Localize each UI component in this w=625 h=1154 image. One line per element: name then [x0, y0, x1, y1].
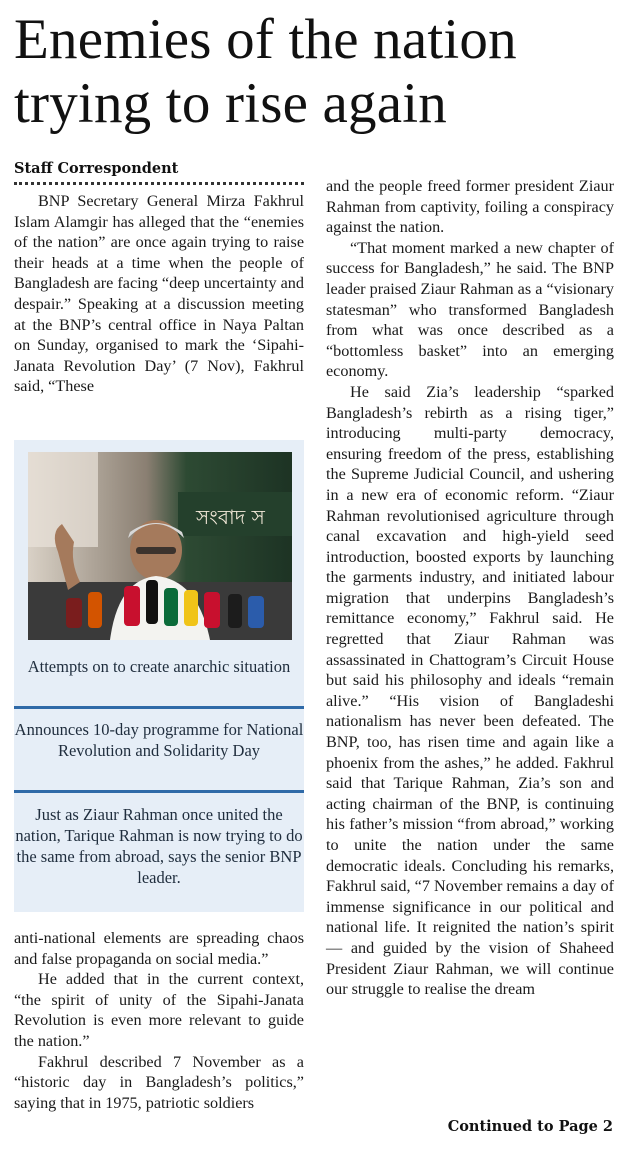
left-column	[14, 160, 304, 397]
article-paragraph: “That moment marked a new chapter of success for Bangladesh,” he said. The BNP leader praised Ziaur Rahman as a “visionary statesman” who transformed Bangladesh from what was once described as a “bottomless basket” into an emerging economy.	[326, 238, 614, 381]
article-paragraph: He added that in the current context, “the spirit of unity of the Sipahi-Janata Revolution is even more relevant to guide the nation.”	[14, 970, 304, 1050]
highlight-2: Announces 10-day programme for National Revolution and Solidarity Day	[14, 720, 304, 760]
highlight-3: Just as Ziaur Rahman once united the nation, Tarique Rahman is now trying to do the same from abroad, says the senior BNP leader.	[15, 805, 303, 887]
article-photo	[28, 452, 292, 640]
highlight-box	[14, 440, 304, 912]
article-paragraph: BNP Secretary General Mirza Fakhrul Islam Alamgir has alleged that the “enemies of the nation” are once again trying to raise their heads at a time when the people of Bangladesh are facing “deep uncertainty and despair.” Speaking at a discussion meeting at the BNP’s central office in Naya Paltan on Sunday, organised to mark the ‘Sipahi-Janata Revolution Day’ (7 Nov), Fakhrul said, “These	[14, 192, 304, 396]
article-paragraph: He said Zia’s leadership “sparked Bangladesh’s rebirth as a rising tiger,” introducing multi-party democracy, ensuring freedom of the press, establishing the Supreme Judicial Council, and ushering in a new era of economic reform. “Ziaur Rahman revolutionised agriculture through canal excavation and high-yield seed introduction, boosted exports by launching the garments industry, and initiated labour migration that underpins Bangladesh’s remittance economy,” Fakhrul said. He regretted that Ziaur Rahman was assassinated in Chattogram’s Circuit House but said his philosophy and ideals “remain alive.” “His vision of Bangladeshi nationalism has never been defeated. The BNP, too, has risen time and again like a phoenix from the ashes,” he added. Fakhrul said that Tarique Rahman, Zia’s son and acting chairman of the BNP, is continuing his father’s mission “from abroad,” working to unite the nation under the same democratic ideals. Concluding his remarks, Fakhrul said, “7 November remains a day of immense significance in our political and national life. It reignited the nation’s spirit — and guided by the vision of Shaheed President Ziaur Rahman, we will continue our struggle to realise the dream	[326, 382, 614, 999]
highlight-divider	[14, 790, 304, 793]
right-column	[326, 176, 614, 1000]
headline-line-1: Enemies of the nation	[14, 8, 517, 71]
article-paragraph: Fakhrul described 7 November as a “historic day in Bangladesh’s politics,” saying that in 1975, patriotic soldiers	[14, 1052, 304, 1112]
svg-text:সংবাদ স: সংবাদ স	[196, 505, 265, 529]
headline	[14, 8, 614, 136]
highlight-divider	[14, 706, 304, 709]
headline-line-2: trying to rise again	[14, 72, 447, 135]
continued-link[interactable]: Continued to Page 2	[447, 1118, 613, 1135]
article-paragraph: anti-national elements are spreading chaos and false propaganda on social media.”	[14, 929, 304, 968]
highlight-1: Attempts on to create anarchic situation	[27, 657, 291, 676]
speaker-photo-illustration	[28, 452, 292, 640]
byline: Staff Correspondent	[14, 160, 304, 185]
article-paragraph: and the people freed former president Ziaur Rahman from captivity, foiling a conspiracy against the nation.	[326, 177, 614, 237]
left-column-continued	[14, 928, 304, 1113]
